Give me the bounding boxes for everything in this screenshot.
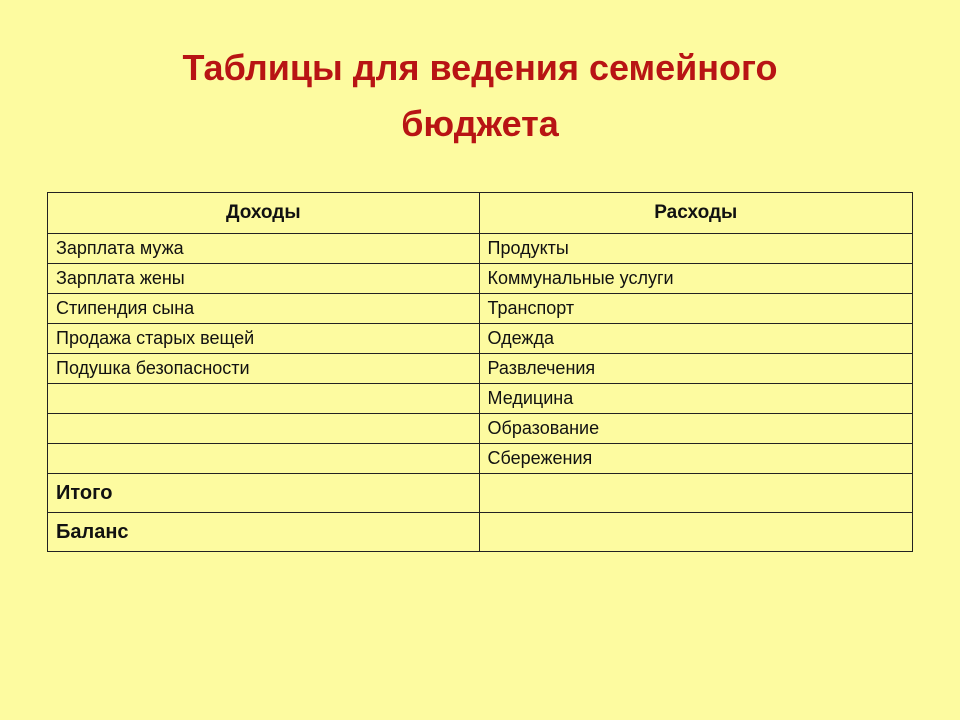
table-row — [48, 384, 913, 414]
balance-label: Баланс — [48, 513, 480, 552]
expense-cell: Продукты — [479, 234, 912, 264]
income-cell: Продажа старых вещей — [48, 324, 480, 354]
balance-value — [479, 513, 912, 552]
expense-cell: Развлечения — [479, 354, 912, 384]
table-row — [48, 264, 913, 294]
table-row — [48, 324, 913, 354]
income-cell — [48, 444, 480, 474]
slide-title — [80, 40, 880, 152]
header-expenses: Расходы — [479, 193, 912, 234]
total-value — [479, 474, 912, 513]
expense-cell: Сбережения — [479, 444, 912, 474]
income-cell: Подушка безопасности — [48, 354, 480, 384]
income-cell — [48, 414, 480, 444]
budget-table — [47, 192, 913, 552]
income-cell: Зарплата жены — [48, 264, 480, 294]
header-income: Доходы — [48, 193, 480, 234]
income-cell: Стипендия сына — [48, 294, 480, 324]
total-label: Итого — [48, 474, 480, 513]
table-row — [48, 294, 913, 324]
table-row — [48, 414, 913, 444]
expense-cell: Образование — [479, 414, 912, 444]
income-cell — [48, 384, 480, 414]
balance-row — [48, 513, 913, 552]
expense-cell: Одежда — [479, 324, 912, 354]
slide-title-line-2: бюджета — [401, 103, 559, 144]
table-row — [48, 354, 913, 384]
expense-cell: Коммунальные услуги — [479, 264, 912, 294]
slide-title-line-1: Таблицы для ведения семейного — [182, 47, 778, 88]
expense-cell: Медицина — [479, 384, 912, 414]
table-header-row — [48, 193, 913, 234]
table-row — [48, 444, 913, 474]
expense-cell: Транспорт — [479, 294, 912, 324]
total-row — [48, 474, 913, 513]
table-row — [48, 234, 913, 264]
income-cell: Зарплата мужа — [48, 234, 480, 264]
